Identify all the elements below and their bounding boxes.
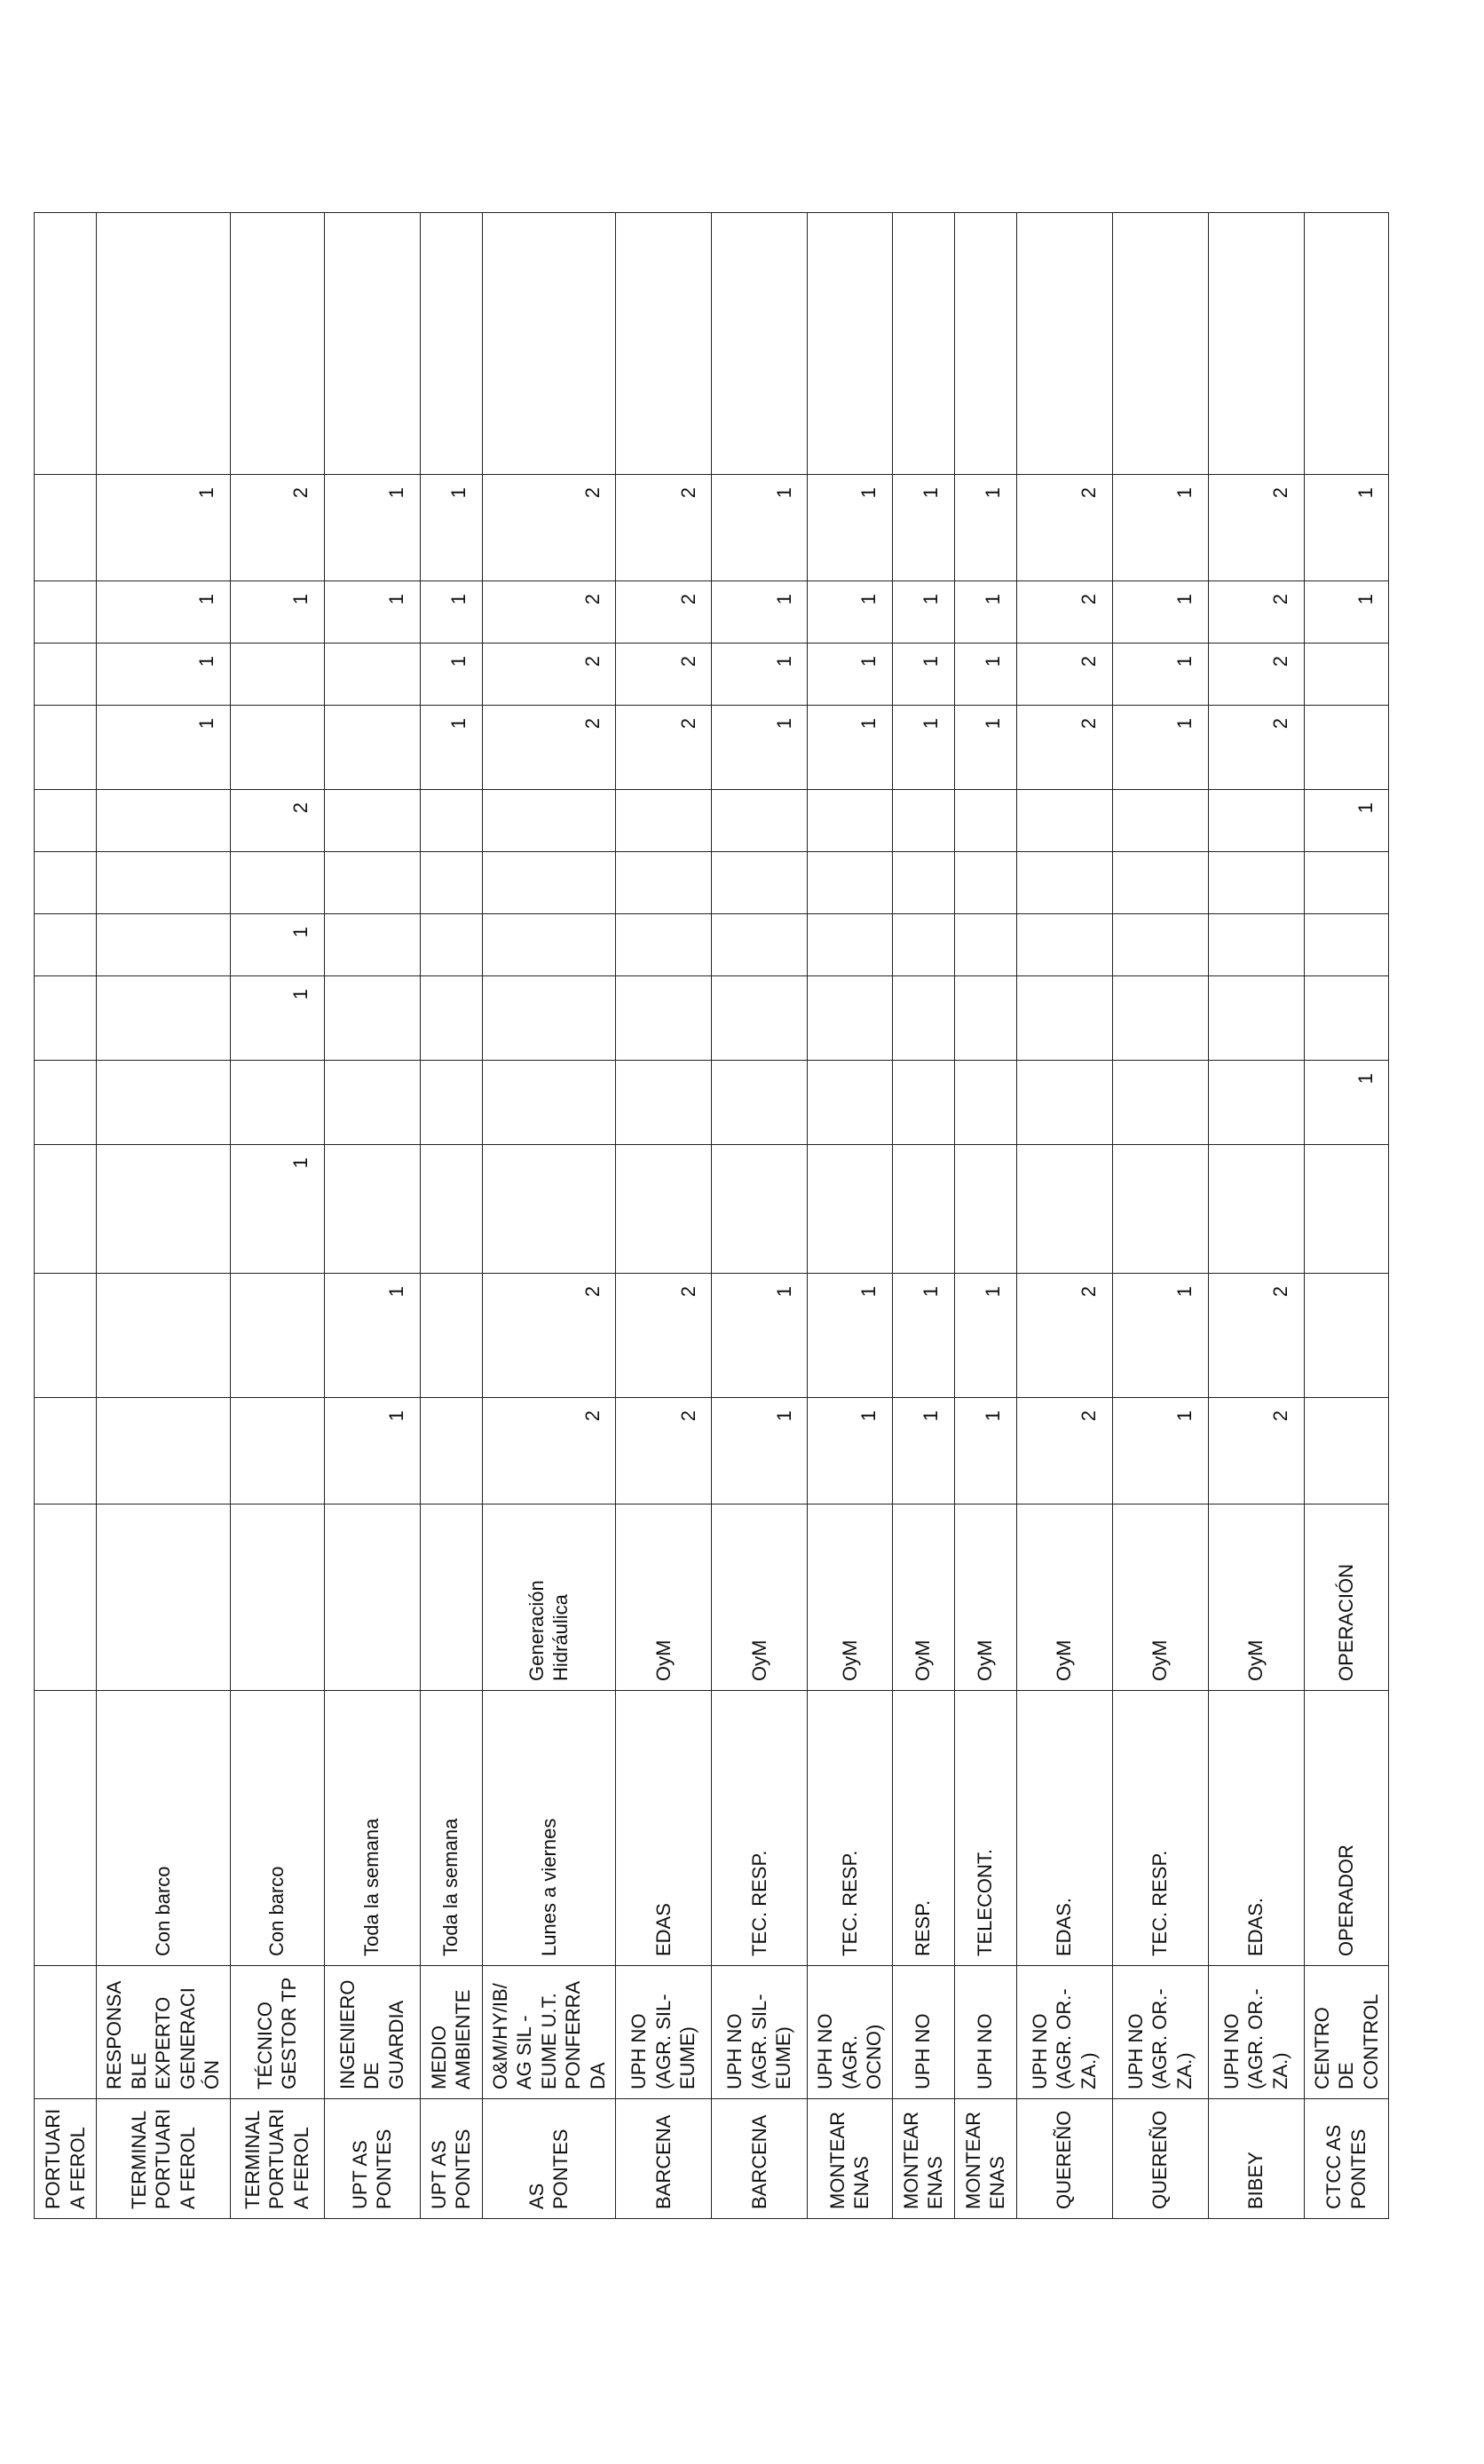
table-cell: OPERACIÓN — [1304, 1504, 1389, 1691]
table-cell-count — [482, 1145, 616, 1274]
table-cell-count: 2 — [482, 475, 616, 581]
table-cell-count — [1304, 1145, 1389, 1274]
table-cell-count: 2 — [616, 581, 712, 644]
table-cell-count — [420, 213, 482, 475]
table-cell: OyM — [712, 1504, 808, 1691]
table-cell-count — [616, 976, 712, 1061]
table-cell-count: 1 — [892, 475, 954, 581]
table-cell-count — [616, 1145, 712, 1274]
table-cell-count: 2 — [1016, 581, 1112, 644]
table-cell: OyM — [1208, 1504, 1304, 1691]
table-cell — [97, 1504, 231, 1691]
table-cell-count: 1 — [324, 581, 420, 644]
table-cell-count — [1112, 976, 1208, 1061]
table-cell-count — [808, 914, 893, 976]
table-cell-count: 2 — [1208, 475, 1304, 581]
table-cell-count — [35, 1398, 97, 1504]
table-row — [97, 213, 231, 2219]
table-cell: UPH NO (AGR. OR.-ZA.) — [1016, 1966, 1112, 2099]
table-cell-count: 1 — [712, 475, 808, 581]
table-cell-count: 1 — [1112, 644, 1208, 706]
table-cell-count: 1 — [892, 706, 954, 790]
table-cell-count: 1 — [712, 1274, 808, 1398]
table-cell-count — [35, 790, 97, 852]
table-cell-count — [954, 852, 1016, 914]
table-cell-count — [35, 644, 97, 706]
table-cell-count — [420, 1145, 482, 1274]
table-cell-count: 1 — [808, 644, 893, 706]
table-cell-count: 2 — [230, 790, 324, 852]
table-cell-count — [892, 914, 954, 976]
table-cell-count: 2 — [616, 1398, 712, 1504]
table-cell-count — [482, 213, 616, 475]
table-cell-count: 1 — [324, 475, 420, 581]
table-cell-count: 2 — [482, 644, 616, 706]
table-cell-count — [1112, 1061, 1208, 1145]
table-cell-count: 1 — [808, 581, 893, 644]
table-cell-count: 1 — [954, 581, 1016, 644]
table-cell-count: 1 — [230, 1145, 324, 1274]
table-cell: MEDIO AMBIENTE — [420, 1966, 482, 2099]
table-cell-count — [97, 213, 231, 475]
table-cell-count — [1304, 976, 1389, 1061]
table-cell: TEC. RESP. — [1112, 1691, 1208, 1966]
table-cell-count: 1 — [324, 1398, 420, 1504]
table-cell: UPH NO — [892, 1966, 954, 2099]
table-cell — [324, 1504, 420, 1691]
table-cell-count — [482, 914, 616, 976]
table-cell-count: 1 — [892, 644, 954, 706]
table-cell-count: 1 — [892, 1274, 954, 1398]
table-cell-count: 2 — [616, 706, 712, 790]
table-cell-count — [954, 790, 1016, 852]
table-cell-count — [35, 1061, 97, 1145]
table-cell-count: 2 — [1016, 1274, 1112, 1398]
table-cell-count — [712, 1061, 808, 1145]
table-cell: OyM — [954, 1504, 1016, 1691]
table-cell-count: 2 — [482, 581, 616, 644]
table-cell-count — [1208, 976, 1304, 1061]
table-cell: Toda la semana — [324, 1691, 420, 1966]
table-cell: UPH NO (AGR. OR.-ZA.) — [1208, 1966, 1304, 2099]
table-cell: TELECONT. — [954, 1691, 1016, 1966]
table-cell-count — [420, 976, 482, 1061]
table-cell: UPT AS PONTES — [324, 2099, 420, 2219]
table-cell-count — [420, 1274, 482, 1398]
table-cell-count — [616, 914, 712, 976]
table-cell-count — [892, 213, 954, 475]
table-cell-count — [35, 976, 97, 1061]
table-cell-count — [808, 1061, 893, 1145]
table-cell-count — [1208, 790, 1304, 852]
table-cell-count: 1 — [1112, 1398, 1208, 1504]
table-cell: OyM — [616, 1504, 712, 1691]
table-cell: MONTEARENAS — [808, 2099, 893, 2219]
table-cell-count: 1 — [954, 644, 1016, 706]
table-cell-count — [482, 976, 616, 1061]
table-cell-count — [1112, 790, 1208, 852]
table-cell-count — [97, 914, 231, 976]
table-cell-count — [35, 852, 97, 914]
table-cell-count — [712, 1145, 808, 1274]
table-cell-count — [712, 914, 808, 976]
table-cell-count — [616, 852, 712, 914]
table-cell: Con barco — [97, 1691, 231, 1966]
table-cell: Con barco — [230, 1691, 324, 1966]
table-cell: UPH NO (AGR. SIL-EUME) — [616, 1966, 712, 2099]
table-cell: QUEREÑO — [1016, 2099, 1112, 2219]
table-cell-count — [420, 914, 482, 976]
table-cell-count: 1 — [1112, 706, 1208, 790]
table-cell-count: 1 — [892, 581, 954, 644]
table-cell: AS PONTES — [482, 2099, 616, 2219]
table-cell: MONTEARENAS — [954, 2099, 1016, 2219]
table-cell-count: 1 — [712, 644, 808, 706]
table-cell-count: 1 — [1112, 1274, 1208, 1398]
table-cell-count — [324, 790, 420, 852]
table-cell-count — [324, 213, 420, 475]
table-cell: UPH NO (AGR. OCNO) — [808, 1966, 893, 2099]
table-row — [1016, 213, 1112, 2219]
table-cell: MONTEARENAS — [892, 2099, 954, 2219]
table-cell-count — [324, 706, 420, 790]
table-cell-count: 1 — [420, 581, 482, 644]
table-cell-count — [1112, 914, 1208, 976]
table-cell-count: 2 — [482, 1398, 616, 1504]
table-cell-count: 1 — [808, 475, 893, 581]
table-cell-count — [1208, 852, 1304, 914]
table-cell-count — [1304, 706, 1389, 790]
table-cell-count: 1 — [954, 706, 1016, 790]
table-cell-count — [1016, 976, 1112, 1061]
table-cell-count: 2 — [1208, 706, 1304, 790]
table-cell-count — [230, 852, 324, 914]
table-cell-count — [97, 1274, 231, 1398]
table-cell-count: 1 — [1304, 1061, 1389, 1145]
table-cell: UPH NO (AGR. SIL-EUME) — [712, 1966, 808, 2099]
table-cell-count — [1016, 1145, 1112, 1274]
table-cell-count — [1016, 1061, 1112, 1145]
table-cell-count: 1 — [1112, 581, 1208, 644]
table-cell-count — [1016, 790, 1112, 852]
table-cell-count — [35, 475, 97, 581]
table-cell — [35, 1504, 97, 1691]
table-cell-count: 1 — [230, 976, 324, 1061]
table-cell-count — [35, 581, 97, 644]
table-cell-count — [230, 1398, 324, 1504]
table-cell-count — [482, 852, 616, 914]
table-row — [1112, 213, 1208, 2219]
table-cell-count: 1 — [808, 1398, 893, 1504]
table-cell-count — [1112, 1145, 1208, 1274]
table-row — [324, 213, 420, 2219]
table-cell-count — [712, 790, 808, 852]
table-row — [954, 213, 1016, 2219]
table-row — [1208, 213, 1304, 2219]
table-cell: Toda la semana — [420, 1691, 482, 1966]
table-cell: INGENIERO DE GUARDIA — [324, 1966, 420, 2099]
table-cell-count: 2 — [616, 475, 712, 581]
table-cell: RESPONSABLE EXPERTO GENERACIÓN — [97, 1966, 231, 2099]
table-cell-count: 2 — [482, 1274, 616, 1398]
table-cell: CENTRO DE CONTROL — [1304, 1966, 1389, 2099]
table-cell: OyM — [892, 1504, 954, 1691]
table-cell-count: 2 — [1208, 1398, 1304, 1504]
table-cell-count — [482, 790, 616, 852]
table-cell-count — [616, 213, 712, 475]
table-cell: TERMINAL PORTUARIA FEROL — [97, 2099, 231, 2219]
table-cell-count — [324, 852, 420, 914]
table-cell: TEC. RESP. — [808, 1691, 893, 1966]
table-cell-count — [892, 1061, 954, 1145]
table-cell-count: 1 — [1304, 581, 1389, 644]
table-cell-count: 1 — [712, 1398, 808, 1504]
table-cell: OyM — [1016, 1504, 1112, 1691]
table-cell-count: 2 — [1208, 581, 1304, 644]
table-cell-count — [35, 1145, 97, 1274]
table-cell: BARCENA — [712, 2099, 808, 2219]
table-cell-count: 1 — [808, 1274, 893, 1398]
table-cell-count — [808, 976, 893, 1061]
table-cell: CTCC AS PONTES — [1304, 2099, 1389, 2219]
table-cell-count: 1 — [712, 706, 808, 790]
table-cell-count — [1304, 852, 1389, 914]
table-cell: O&M/HY/IB/AG SIL - EUME U.T. PONFERRADA — [482, 1966, 616, 2099]
table-cell-count: 2 — [1016, 644, 1112, 706]
table-cell: UPH NO — [954, 1966, 1016, 2099]
table-cell: BIBEY — [1208, 2099, 1304, 2219]
table-cell-count: 2 — [616, 644, 712, 706]
table-cell-count: 2 — [1208, 1274, 1304, 1398]
table-cell-count — [1304, 644, 1389, 706]
table-cell-count — [616, 1061, 712, 1145]
table-cell-count — [892, 852, 954, 914]
table-cell-count: 1 — [420, 644, 482, 706]
table-cell-count: 1 — [1112, 475, 1208, 581]
table-cell-count — [324, 644, 420, 706]
table-row — [892, 213, 954, 2219]
table-cell-count: 1 — [420, 706, 482, 790]
table-cell-count — [1112, 213, 1208, 475]
table-cell-count: 2 — [1016, 706, 1112, 790]
table-cell-count: 1 — [1304, 790, 1389, 852]
table-row — [420, 213, 482, 2219]
table-row — [616, 213, 712, 2219]
table-cell-count — [35, 914, 97, 976]
table-cell-count — [420, 1061, 482, 1145]
table-cell-count — [1016, 914, 1112, 976]
table-cell-count: 1 — [954, 1274, 1016, 1398]
table-cell-count — [35, 706, 97, 790]
table-cell-count — [954, 1061, 1016, 1145]
table-cell-count — [420, 790, 482, 852]
table-cell-count: 1 — [1304, 475, 1389, 581]
table-cell-count: 1 — [712, 581, 808, 644]
table-cell-count — [808, 852, 893, 914]
table-cell: OyM — [1112, 1504, 1208, 1691]
table-cell-count — [97, 852, 231, 914]
table-cell: TEC. RESP. — [712, 1691, 808, 1966]
table-cell-count: 2 — [1016, 475, 1112, 581]
table-cell-count — [1304, 1274, 1389, 1398]
table-cell: OyM — [808, 1504, 893, 1691]
table-cell: BARCENA — [616, 2099, 712, 2219]
table-cell-count — [1016, 852, 1112, 914]
table-cell-count — [1112, 852, 1208, 914]
table-cell-count — [892, 790, 954, 852]
table-row — [1304, 213, 1389, 2219]
table-cell: TÉCNICO GESTOR TP — [230, 1966, 324, 2099]
table-cell: EDAS — [616, 1691, 712, 1966]
table-cell: QUEREÑO — [1112, 2099, 1208, 2219]
table-cell-count — [482, 1061, 616, 1145]
table-cell — [230, 1504, 324, 1691]
table-cell: RESP. — [892, 1691, 954, 1966]
table-cell-count — [1016, 213, 1112, 475]
table-cell-count: 2 — [230, 475, 324, 581]
table-row — [35, 213, 97, 2219]
table-cell-count: 1 — [808, 706, 893, 790]
table-cell-count — [616, 790, 712, 852]
table-cell-count: 1 — [230, 581, 324, 644]
table-cell-count — [97, 790, 231, 852]
table-cell-count — [1208, 1061, 1304, 1145]
table-cell-count: 2 — [1016, 1398, 1112, 1504]
table-cell-count: 1 — [954, 475, 1016, 581]
table-row — [712, 213, 808, 2219]
table-cell: EDAS. — [1016, 1691, 1112, 1966]
table-cell-count — [324, 1145, 420, 1274]
table-cell-count — [1208, 213, 1304, 475]
table-cell-count: 1 — [97, 581, 231, 644]
table-cell-count: 2 — [616, 1274, 712, 1398]
table-cell — [35, 1691, 97, 1966]
table-cell: UPH NO (AGR. OR.-ZA.) — [1112, 1966, 1208, 2099]
table-cell: Generación Hidráulica — [482, 1504, 616, 1691]
table-cell-count — [808, 213, 893, 475]
table-cell-count — [954, 1145, 1016, 1274]
table-cell-count — [954, 976, 1016, 1061]
table-cell-count — [712, 213, 808, 475]
table-cell-count — [35, 213, 97, 475]
rotated-page — [34, 275, 1382, 2219]
table-row — [482, 213, 616, 2219]
table-cell-count: 1 — [97, 475, 231, 581]
table-cell-count — [1304, 213, 1389, 475]
table-cell-count: 2 — [482, 706, 616, 790]
table-cell: OPERADOR — [1304, 1691, 1389, 1966]
table-cell-count — [324, 914, 420, 976]
table-cell-count — [420, 1398, 482, 1504]
table-cell: EDAS. — [1208, 1691, 1304, 1966]
table-cell-count — [420, 852, 482, 914]
table-cell-count — [808, 1145, 893, 1274]
table-cell-count: 1 — [230, 914, 324, 976]
table-cell — [35, 1966, 97, 2099]
table-cell-count — [97, 1398, 231, 1504]
table-cell-count — [712, 976, 808, 1061]
table-cell-count: 1 — [892, 1398, 954, 1504]
table-cell-count — [892, 976, 954, 1061]
table-cell-count — [712, 852, 808, 914]
table-row — [230, 213, 324, 2219]
table-cell: TERMINAL PORTUARIA FEROL — [230, 2099, 324, 2219]
table-cell: PORTUARIA FEROL — [35, 2099, 97, 2219]
table-cell-count — [1304, 914, 1389, 976]
table-cell-count — [954, 914, 1016, 976]
table-cell-count — [230, 1274, 324, 1398]
table-cell-count — [324, 1061, 420, 1145]
table-cell-count — [1304, 1398, 1389, 1504]
table-cell-count — [1208, 1145, 1304, 1274]
table-cell-count: 1 — [324, 1274, 420, 1398]
table-cell-count: 1 — [97, 644, 231, 706]
table-cell-count — [230, 1061, 324, 1145]
table-cell-count — [97, 1061, 231, 1145]
table-cell-count — [324, 976, 420, 1061]
table-cell-count: 1 — [954, 1398, 1016, 1504]
staffing-table — [34, 212, 1389, 2219]
table-cell-count — [230, 644, 324, 706]
table-cell-count — [97, 1145, 231, 1274]
table-cell-count — [35, 1274, 97, 1398]
table-cell-count — [230, 213, 324, 475]
table-body — [35, 213, 1389, 2219]
table-cell-count — [1208, 914, 1304, 976]
table-cell-count: 2 — [1208, 644, 1304, 706]
table-cell-count — [954, 213, 1016, 475]
table-cell — [420, 1504, 482, 1691]
table-cell: Lunes a viernes — [482, 1691, 616, 1966]
table-cell: UPT AS PONTES — [420, 2099, 482, 2219]
table-cell-count — [97, 976, 231, 1061]
table-cell-count — [808, 790, 893, 852]
table-row — [808, 213, 893, 2219]
table-cell-count: 1 — [420, 475, 482, 581]
table-cell-count — [230, 706, 324, 790]
table-cell-count — [892, 1145, 954, 1274]
table-cell-count: 1 — [97, 706, 231, 790]
